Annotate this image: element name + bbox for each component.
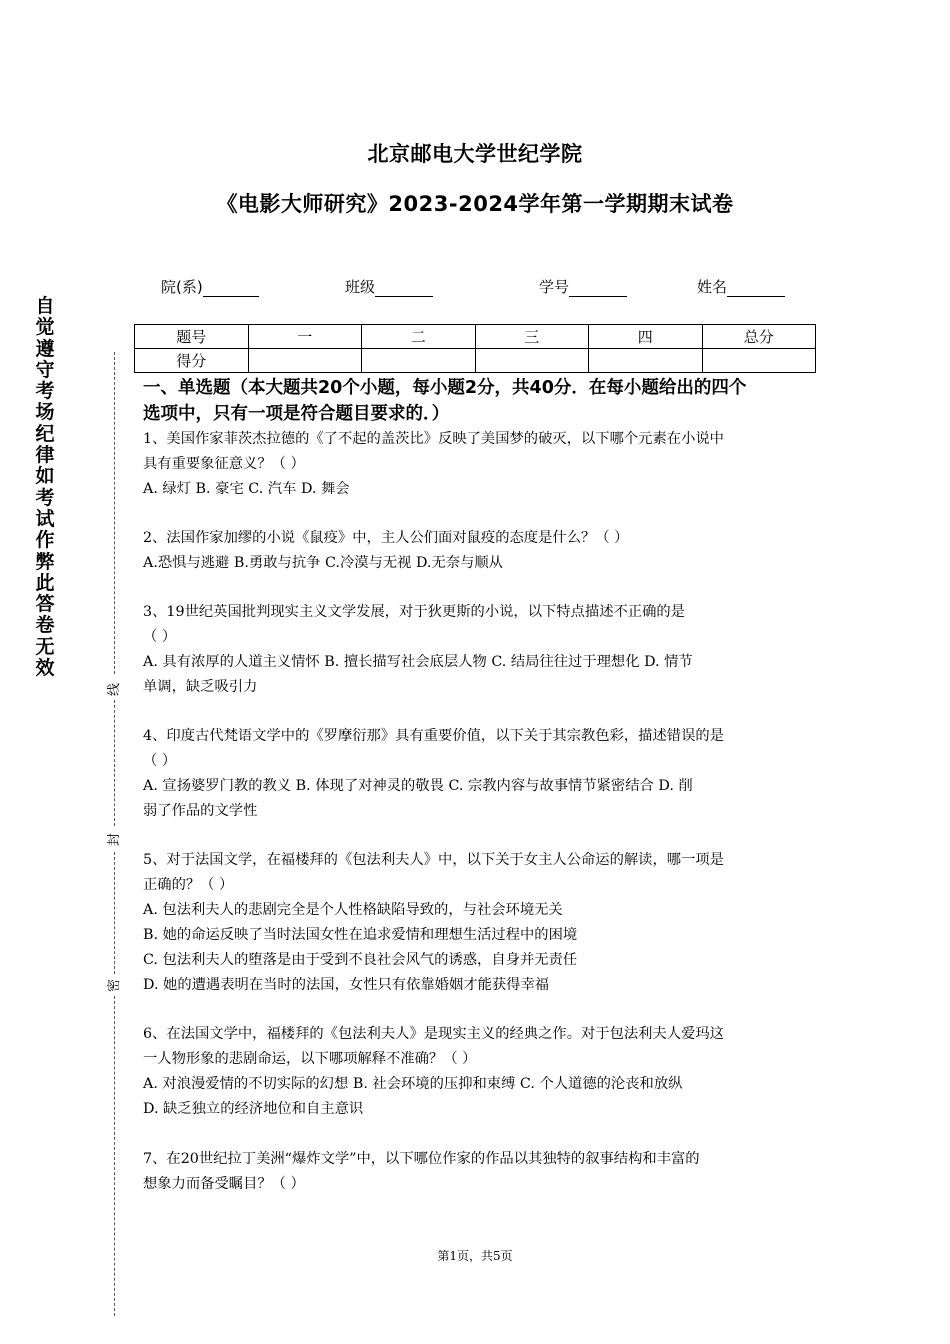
side-notice-char: 觉 xyxy=(35,316,55,339)
question-line: A. 宣扬婆罗门教的教义 B. 体现了对神灵的敬畏 C. 宗教内容与故事情节紧密结合 D. 削 xyxy=(143,778,693,794)
section-heading-line: 一、单选题（本大题共20个小题，每小题2分，共40分．在每小题给出的四个 xyxy=(143,378,747,398)
side-notice-char: 效 xyxy=(35,657,55,680)
score-table-cell: 一 xyxy=(248,325,362,349)
question-2 xyxy=(143,526,815,576)
department-field[interactable] xyxy=(161,276,259,297)
student-id-blank[interactable] xyxy=(569,280,627,297)
score-table-header-row xyxy=(135,325,816,349)
question-line: D. 缺乏独立的经济地位和自主意识 xyxy=(143,1101,364,1117)
seal-secret-char: 密 xyxy=(107,978,123,993)
question-line: A. 包法利夫人的悲剧完全是个人性格缺陷导致的，与社会环境无关 xyxy=(143,902,563,918)
side-notice-char: 如 xyxy=(35,465,55,488)
question-line: 1、美国作家菲茨杰拉德的《了不起的盖茨比》反映了美国梦的破灭，以下哪个元素在小说中 xyxy=(143,431,724,447)
score-input-cell[interactable] xyxy=(248,349,362,373)
seal-line-char: 线 xyxy=(107,682,123,697)
question-line: B. 她的命运反映了当时法国女性在追求爱情和理想生活过程中的困境 xyxy=(143,927,578,943)
question-line: A. 绿灯 B. 豪宅 C. 汽车 D. 舞会 xyxy=(143,481,350,497)
class-blank[interactable] xyxy=(375,280,433,297)
score-table-cell: 得分 xyxy=(135,349,249,373)
name-blank[interactable] xyxy=(727,280,785,297)
question-line: 5、对于法国文学，在福楼拜的《包法利夫人》中，以下关于女主人公命运的解读，哪一项是 xyxy=(143,852,724,868)
score-input-cell[interactable] xyxy=(475,349,589,373)
question-3 xyxy=(143,600,815,700)
seal-dashed-line xyxy=(114,996,115,1316)
question-line: D. 她的遭遇表明在当时的法国，女性只有依靠婚姻才能获得幸福 xyxy=(143,977,550,993)
side-notice-char: 律 xyxy=(35,444,55,467)
score-table-score-row xyxy=(135,349,816,373)
question-line: 一人物形象的悲剧命运，以下哪项解释不准确？（ ） xyxy=(143,1051,477,1067)
seal-seal-char: 封 xyxy=(107,832,123,847)
seal-dashed-line xyxy=(114,700,115,826)
question-1 xyxy=(143,427,815,502)
department-blank[interactable] xyxy=(203,280,259,297)
question-line: A. 具有浓厚的人道主义情怀 B. 擅长描写社会底层人物 C. 结局往往过于理想化 D. 情节 xyxy=(143,654,693,670)
question-line: A.恐惧与逃避 B.勇敢与抗争 C.冷漠与无视 D.无奈与顺从 xyxy=(143,555,503,571)
question-line: A. 对浪漫爱情的不切实际的幻想 B. 社会环境的压抑和束缚 C. 个人道德的沦丧和放纵 xyxy=(143,1076,683,1092)
side-notice-char: 场 xyxy=(35,401,55,424)
department-label: 院(系) xyxy=(161,278,203,296)
side-notice-char: 卷 xyxy=(35,614,55,637)
side-notice-char: 答 xyxy=(35,593,55,616)
exam-title: 《电影大师研究》2023-2024学年第一学期期末试卷 xyxy=(216,192,734,216)
side-notice-char: 考 xyxy=(35,380,55,403)
score-table-cell: 总分 xyxy=(702,325,816,349)
section-heading xyxy=(143,375,815,427)
question-5 xyxy=(143,848,815,998)
question-line: 具有重要象征意义？（ ） xyxy=(143,456,305,472)
score-table-cell: 题号 xyxy=(135,325,249,349)
student-id-label: 学号 xyxy=(539,278,570,296)
question-line: 4、印度古代梵语文学中的《罗摩衍那》具有重要价值，以下关于其宗教色彩，描述错误的是 xyxy=(143,728,724,744)
score-input-cell[interactable] xyxy=(362,349,476,373)
side-notice-char: 此 xyxy=(35,571,55,594)
side-notice-char: 自 xyxy=(35,295,55,317)
question-line: C. 包法利夫人的堕落是由于受到不良社会风气的诱惑，自身并无责任 xyxy=(143,952,578,968)
question-line: 正确的？（ ） xyxy=(143,877,234,893)
question-line: 想象力而备受瞩目？（ ） xyxy=(143,1176,305,1192)
score-input-cell[interactable] xyxy=(589,349,703,373)
school-title: 北京邮电大学世纪学院 xyxy=(367,142,583,166)
section-heading-line: 选项中，只有一项是符合题目要求的．） xyxy=(143,404,450,424)
question-line: 2、法国作家加缪的小说《鼠疫》中，主人公们面对鼠疫的态度是什么？（ ） xyxy=(143,530,629,546)
side-notice-char: 考 xyxy=(35,486,55,509)
class-field[interactable] xyxy=(345,276,433,297)
question-line: （ ） xyxy=(143,629,177,645)
side-notice-char: 试 xyxy=(35,507,55,530)
question-line: 3、19世纪英国批判现实主义文学发展，对于狄更斯的小说，以下特点描述不正确的是 xyxy=(143,604,685,620)
question-line: （ ） xyxy=(143,753,177,769)
score-table-cell: 二 xyxy=(362,325,476,349)
question-6 xyxy=(143,1022,815,1122)
student-id-field[interactable] xyxy=(539,276,627,297)
question-line: 7、在20世纪拉丁美洲“爆炸文学”中，以下哪位作家的作品以其独特的叙事结构和丰富的 xyxy=(143,1151,700,1167)
score-input-cell[interactable] xyxy=(702,349,816,373)
page-footer: 第1页，共5页 xyxy=(437,1249,513,1263)
side-notice xyxy=(33,296,57,679)
side-notice-char: 守 xyxy=(35,358,55,381)
seal-dashed-line xyxy=(114,852,115,974)
side-notice-char: 遵 xyxy=(35,337,55,360)
seal-dashed-line xyxy=(114,352,115,674)
name-field[interactable] xyxy=(697,276,785,297)
question-line: 弱了作品的文学性 xyxy=(143,803,258,819)
score-table-cell: 四 xyxy=(589,325,703,349)
class-label: 班级 xyxy=(345,278,376,296)
side-notice-char: 作 xyxy=(35,529,55,552)
question-line: 单调，缺乏吸引力 xyxy=(143,679,258,695)
score-table xyxy=(134,324,816,373)
question-4 xyxy=(143,724,815,824)
side-notice-char: 无 xyxy=(35,635,55,658)
question-7 xyxy=(143,1147,815,1197)
side-notice-char: 纪 xyxy=(35,422,55,445)
name-label: 姓名 xyxy=(697,278,728,296)
side-notice-char: 弊 xyxy=(35,550,55,573)
question-line: 6、在法国文学中，福楼拜的《包法利夫人》是现实主义的经典之作。对于包法利夫人爱玛这 xyxy=(143,1026,724,1042)
score-table-cell: 三 xyxy=(475,325,589,349)
